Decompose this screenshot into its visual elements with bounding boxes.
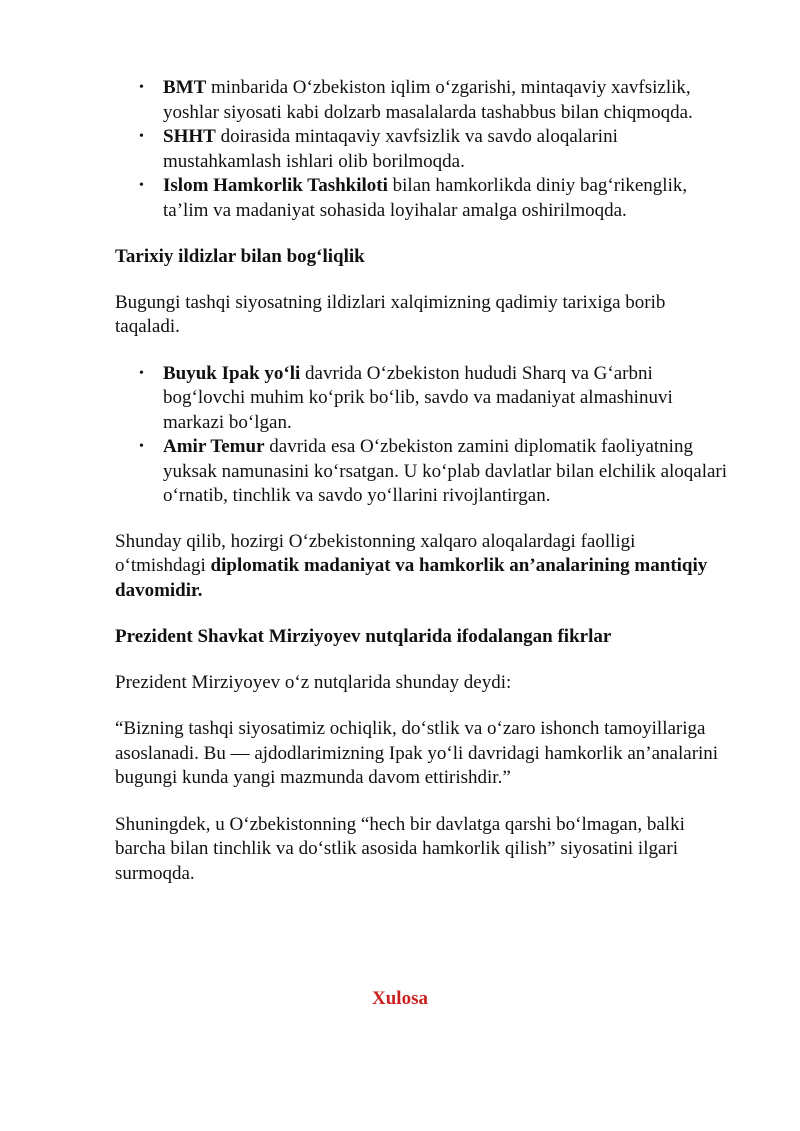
document-body <box>115 76 730 886</box>
paragraph-policy: Shuningdek, u O‘zbekistonning “hech bir davlatga qarshi bo‘lmagan, balki barcha bilan tinchlik va do‘stlik asosida hamkorlik qilish” siyosatini ilgari surmoqda. <box>115 813 685 884</box>
bullet-icon: • <box>139 129 144 144</box>
bullet-icon: • <box>139 439 144 454</box>
bullet-icon: • <box>139 178 144 193</box>
bullet-icon: • <box>139 80 144 95</box>
list-item <box>115 362 730 436</box>
list-item-text: davrida O‘zbekiston hududi Sharq va G‘arbni bog‘lovchi muhim ko‘prik bo‘lib, savdo va madaniyat almashinuvi markazi bo‘lgan. <box>163 362 673 433</box>
paragraph-conclusion-history <box>115 530 730 604</box>
paragraph-bold: diplomatik madaniyat va hamkorlik an’analarining mantiqiy davomidir. <box>115 555 708 601</box>
list-item-bold: Islom Hamkorlik Tashkiloti <box>163 175 388 196</box>
conclusion-title: Xulosa <box>372 988 428 1009</box>
organizations-list <box>115 76 730 223</box>
history-list <box>115 362 730 509</box>
list-item-bold: Amir Temur <box>163 436 265 457</box>
bullet-icon: • <box>139 365 144 381</box>
list-item <box>115 435 730 509</box>
list-item-text: bilan hamkorlikda diniy bag‘rikenglik, ta’lim va madaniyat sohasida loyihalar amalga oshirilmoqda. <box>163 175 688 221</box>
section-heading-history: Tarixiy ildizlar bilan bog‘liqlik <box>115 246 365 267</box>
list-item-text: minbarida O‘zbekiston iqlim o‘zgarishi, mintaqaviy xavfsizlik, yoshlar siyosati kabi dolzarb masalalarda tashabbus bilan chiqmoqda. <box>163 77 693 123</box>
list-item <box>115 174 730 223</box>
paragraph-president-intro: Prezident Mirziyoyev o‘z nutqlarida shunday deydi: <box>115 671 512 693</box>
quote-paragraph: “Bizning tashqi siyosatimiz ochiqlik, do‘stlik va o‘zaro ishonch tamoyillariga asoslanadi. Bu — ajdodlarimizning Ipak yo‘li davridagi hamkorlik an’analarini bugungi kunda yangi mazmunda davom ettirishdir.” <box>115 718 719 788</box>
list-item-text: davrida esa O‘zbekiston zamini diplomatik faoliyatning yuksak namunasini ko‘rsatgan. U ko‘plab davlatlar bilan elchilik aloqalari o‘rnatib, tinchlik va savdo yo‘llarini rivojlantirgan. <box>163 436 728 506</box>
paragraph-history-intro: Bugungi tashqi siyosatning ildizlari xalqimizning qadimiy tarixiga borib taqaladi. <box>115 291 666 337</box>
list-item-bold: Buyuk Ipak yo‘li <box>163 362 301 384</box>
paragraph-text: Shunday qilib, hozirgi O‘zbekistonning xalqaro aloqalardagi faolligi o‘tmishdagi <box>115 530 636 576</box>
list-item <box>115 125 730 174</box>
list-item <box>115 76 730 125</box>
list-item-bold: BMT <box>163 77 207 98</box>
section-heading-president: Prezident Shavkat Mirziyoyev nutqlarida ifodalangan fikrlar <box>115 626 612 647</box>
list-item-bold: SHHT <box>163 126 216 147</box>
list-item-text: doirasida mintaqaviy xavfsizlik va savdo aloqalarini mustahkamlash ishlari olib borilmoqda. <box>163 126 618 172</box>
